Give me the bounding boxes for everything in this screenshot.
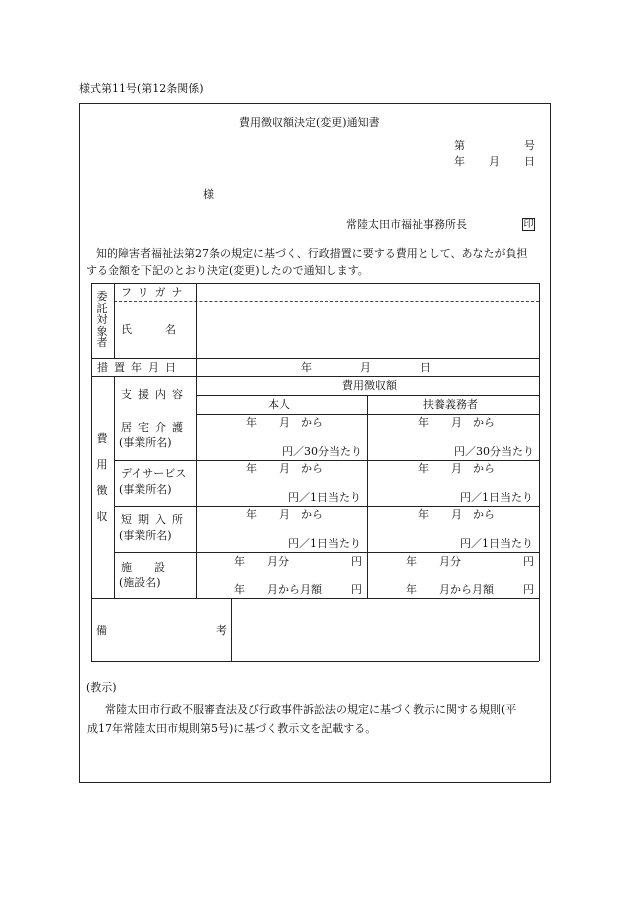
issuer-name: 常陸太田市福祉事務所長 [346, 218, 467, 231]
row-service-sub: (事業所名) [119, 529, 172, 542]
table-line [114, 552, 539, 553]
furigana-divider [114, 301, 539, 302]
seal-stamp: 印 [523, 219, 534, 230]
supporter-rate: 円／1日当たり [460, 491, 533, 504]
table-left-border [91, 283, 92, 661]
name-label: 氏 名 [121, 323, 176, 336]
self-monthly-yen: 円 [351, 583, 362, 596]
table-line [114, 283, 115, 358]
row-facility-name: 施 設 [121, 561, 165, 574]
self-month: 年 月分 [234, 555, 289, 568]
self-header: 本人 [268, 398, 290, 411]
row-service-name: 短期入所 [121, 513, 189, 526]
date-month: 月 [489, 155, 500, 168]
table-line [114, 460, 539, 461]
row-service-name: デイサービス [121, 467, 187, 480]
number-prefix: 第 [454, 139, 465, 152]
self-yen: 円 [351, 555, 362, 568]
supporter-from: 年 月 から [418, 462, 495, 475]
number-suffix: 号 [524, 139, 535, 152]
supporter-from: 年 月 から [418, 508, 495, 521]
supporter-monthly: 年 月から月額 [406, 583, 494, 596]
measure-date-label: 措置年月日 [97, 361, 182, 374]
row-service-sub: (事業所名) [119, 483, 172, 496]
notice-label: (教示) [86, 681, 117, 694]
supporter-month: 年 月分 [406, 555, 461, 568]
supporter-rate: 円／1日当たり [460, 537, 533, 550]
date-year: 年 [454, 155, 465, 168]
self-from: 年 月 から [246, 508, 323, 521]
remarks-label-left: 備 [96, 624, 107, 637]
notice-line-2: 成17年常陸太田市規則第5号)に基づく教示文を記載する。 [87, 722, 377, 735]
table-line [114, 506, 539, 507]
furigana-label: フリガナ [121, 286, 189, 299]
self-rate: 円／1日当たり [288, 537, 361, 550]
self-monthly: 年 月から月額 [234, 583, 322, 596]
self-from: 年 月 から [246, 462, 323, 475]
supporter-monthly-yen: 円 [523, 583, 534, 596]
table-line [367, 395, 368, 598]
remarks-label-right: 考 [216, 624, 227, 637]
table-line [91, 358, 539, 359]
table-line [231, 598, 232, 661]
support-content-label: 支援内容 [121, 388, 189, 401]
intro-line-2: する金額を下記のとおり決定(変更)したので通知します。 [86, 264, 369, 277]
table-right-border [539, 283, 540, 661]
collection-label: 費用徴収 [96, 432, 108, 523]
table-line [196, 283, 197, 598]
table-top-border [91, 283, 539, 284]
self-rate: 円／1日当たり [288, 491, 361, 504]
supporter-yen: 円 [523, 555, 534, 568]
table-line [114, 376, 115, 598]
measure-date-day: 日 [420, 361, 431, 374]
document-title: 費用徴収額決定(変更)通知書 [239, 116, 380, 129]
form-label: 様式第11号(第12条関係) [79, 82, 204, 95]
date-day: 日 [524, 155, 535, 168]
supporter-rate: 円／30分当たり [454, 445, 534, 458]
table-line [91, 598, 539, 599]
measure-date-month: 月 [360, 361, 371, 374]
subject-label: 委託対象者 [96, 290, 108, 349]
row-service-sub: (事業所名) [119, 436, 172, 449]
addressee-suffix: 様 [203, 188, 214, 201]
row-service-name: 居宅介護 [121, 421, 189, 434]
measure-date-year: 年 [301, 361, 312, 374]
self-rate: 円／30分当たり [282, 445, 362, 458]
supporter-header: 扶養義務者 [423, 398, 478, 411]
table-bottom-border [91, 661, 539, 662]
collection-amount-header: 費用徴収額 [342, 379, 397, 392]
supporter-from: 年 月 から [418, 416, 495, 429]
row-facility-sub: (施設名) [119, 576, 161, 589]
self-from: 年 月 から [246, 416, 323, 429]
intro-line-1: 知的障害者福祉法第27条の規定に基づく、行政措置に要する費用として、あなたが負担 [96, 247, 528, 260]
table-line [91, 376, 539, 377]
notice-line-1: 常陸太田市行政不服審査法及び行政事件訴訟法の規定に基づく教示に関する規則(平 [105, 703, 517, 716]
